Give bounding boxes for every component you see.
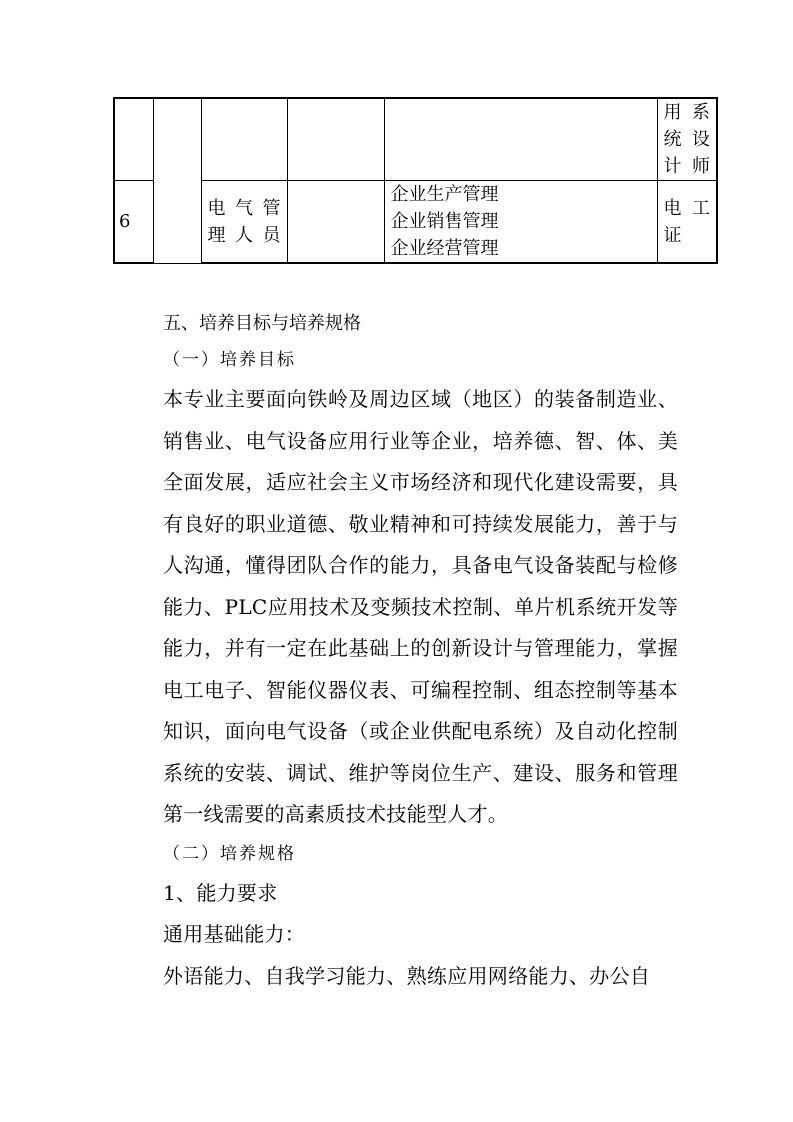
content-line: 企业经营管理 <box>390 238 499 259</box>
general-ability-label: 通用基础能力： <box>163 922 306 946</box>
table-cell-index <box>114 98 153 181</box>
row-number: 6 <box>119 211 131 232</box>
table-cell-empty <box>287 181 384 264</box>
table-cell-position <box>201 181 287 264</box>
certificate-text: 用 系 统 设 计师 <box>663 102 710 177</box>
table-cell-merged <box>153 98 201 263</box>
ability-paragraph: 外语能力、自我学习能力、熟练应用网络能力、办公自 <box>163 963 651 988</box>
sub-heading-spec: （二）培养规格 <box>163 843 296 864</box>
ability-requirement-heading: 1、能力要求 <box>163 880 278 905</box>
table-cell-empty <box>287 98 384 181</box>
position-text: 电 气 管 理人员 <box>207 197 281 246</box>
content-line: 企业生产管理 <box>390 184 499 205</box>
goal-paragraph: 本专业主要面向铁岭及周边区域（地区）的装备制造业、销售业、电气设备应用行业等企业，培养德、智、体、美全面发展，适应社会主义市场经济和现代化建设需要，具有良好的职业道德、敬业精神和可持续发展能力，善于与人沟通，懂得团队合作的能力，具备电气设备装配与检修能力、PLC应用技术及变频技术控制、单片机系统开发等能力，并有一定在此基础上的创新设计与管理能力，掌握电工电子、智能仪器仪表、可编程控制、组态控制等基本知识，面向电气设备（或企业供配电系统）及自动化控制系统的安装、调试、维护等岗位生产、建设、服务和管理第一线需要的高素质技术技能型人才。 <box>163 387 678 826</box>
table-cell-content <box>384 181 657 264</box>
table-cell-certificate <box>657 98 717 181</box>
section-heading: 五、培养目标与培养规格 <box>163 313 361 334</box>
table-cell-certificate <box>657 181 717 264</box>
sub-heading-goal: （一）培养目标 <box>163 350 296 370</box>
table-cell-index <box>114 181 153 264</box>
table-cell-content <box>384 98 657 181</box>
certificate-text: 电 工 证 <box>663 197 710 246</box>
occupation-table <box>113 97 718 264</box>
content-line: 企业销售管理 <box>390 211 499 232</box>
section-content <box>163 305 678 997</box>
table-cell-position <box>201 98 287 181</box>
